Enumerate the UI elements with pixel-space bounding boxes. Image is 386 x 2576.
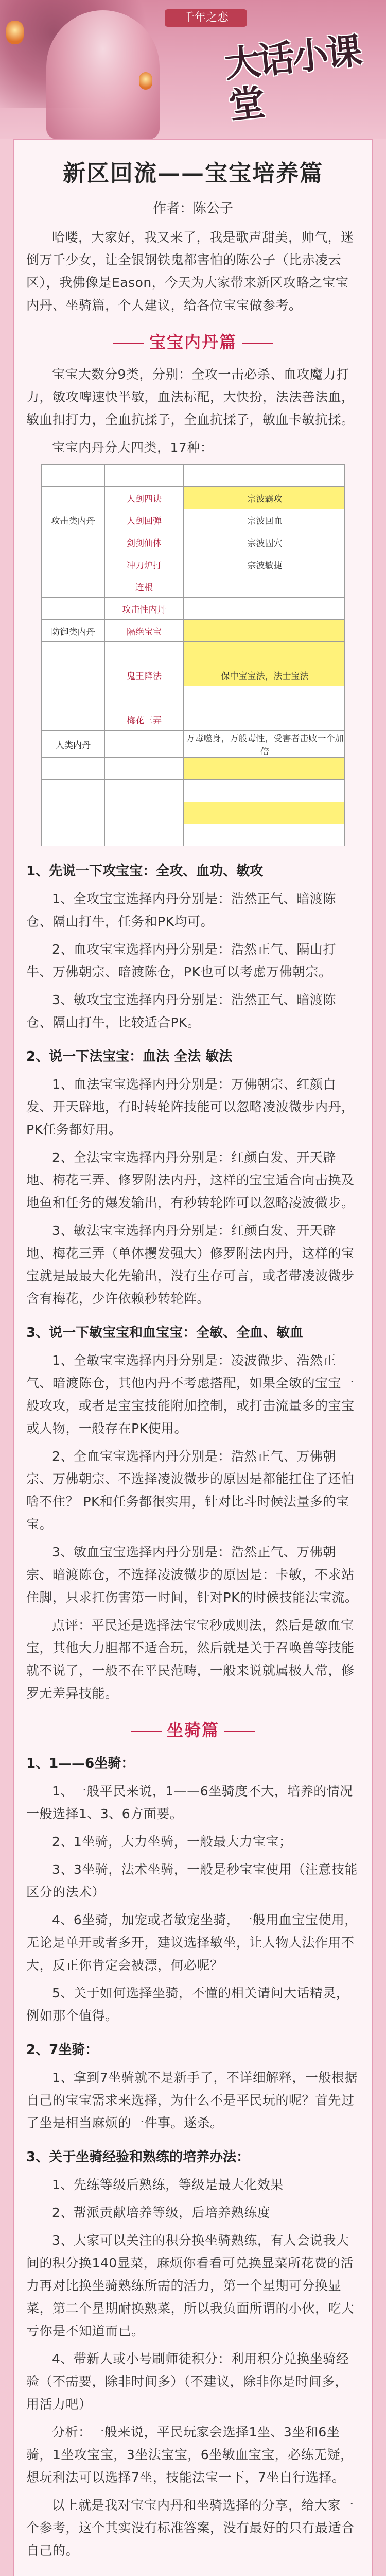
table-cell: 人类内丹 xyxy=(42,731,105,758)
table-cell xyxy=(105,642,184,664)
table-row xyxy=(42,620,345,642)
section-heading: 3、说一下敏宝宝和血宝宝：全敏、全血、敏血 xyxy=(26,1325,304,1341)
table-cell xyxy=(42,664,105,686)
table-cell xyxy=(42,553,105,575)
lantern-icon xyxy=(6,21,24,44)
table-cell: 人剑回弹 xyxy=(105,509,184,531)
table-row xyxy=(42,642,345,664)
table-row xyxy=(42,780,345,802)
table-cell: 宗波敏捷 xyxy=(185,553,345,575)
body-paragraph: 1、血法宝宝选择内丹分别是：万佛朝宗、红颜白发、开天辟地，有时转轮阵技能可以忽略凌波微步内丹，PK任务都好用。 xyxy=(26,1077,355,1137)
table-row xyxy=(42,553,345,575)
table-cell xyxy=(105,802,184,824)
table-cell xyxy=(42,598,105,620)
table-cell xyxy=(105,824,184,846)
table-cell: 隔绝宝宝 xyxy=(105,620,184,642)
section-heading: 3、关于坐骑经验和熟练的培养办法： xyxy=(26,2149,250,2165)
table-row xyxy=(42,758,345,780)
table-row xyxy=(42,575,345,598)
table-cell xyxy=(42,708,105,731)
game-logo: 千年之恋 xyxy=(165,9,247,27)
table-cell: 梅花三弄 xyxy=(105,708,184,731)
table-cell: 攻击类内丹 xyxy=(42,509,105,531)
article-author: 作者：陈公子 xyxy=(152,201,233,216)
table-row xyxy=(42,509,345,531)
body-paragraph: 4、6坐骑，加宠或者敏宠坐骑，一般用血宝宝使用，无论是单开或者多开，建议选择敏坐，让人物人法作用不大，反正你肯定会被漂，何必呢？ xyxy=(26,1912,358,1973)
body-paragraph: 1、全攻宝宝选择内丹分别是：浩然正气、暗渡陈仓、隔山打牛，任务和PK均可。 xyxy=(26,891,336,929)
body-paragraph: 2、血攻宝宝选择内丹分别是：浩然正气、隔山打牛、万佛朝宗、暗渡陈仓，PK也可以考虑万佛朝宗。 xyxy=(26,942,336,979)
table-row xyxy=(42,802,345,824)
body-paragraph: 2、全法宝宝选择内丹分别是：红颜白发、开天辟地、梅花三弄、修罗附法内丹，这样的宝宝适合向击换及地鱼和任务的爆发输出，有秒转轮阵可以忽略凌波微步。 xyxy=(26,1150,355,1210)
banner-title: 大话小课堂 xyxy=(222,29,362,127)
body-paragraph: 点评：平民还是选择法宝宝秒成则法，然后是敏血宝宝，其他大力胆都不适合玩，然后就是关于召唤兽等技能就不说了，一般不在平民范畴，一般来说就属极人常，修罗无差异技能。 xyxy=(26,1618,355,1701)
section-heading: 1、先说一下攻宝宝：全攻、血功、敏攻 xyxy=(26,863,264,879)
body-paragraph: 以上就是我对宝宝内丹和坐骑选择的分享，给大家一个参考，这个其实没有标准答案，没有最好的只有最适合自己的。 xyxy=(26,2498,355,2558)
table-cell: 剑剑仙体 xyxy=(105,531,184,553)
table-row xyxy=(42,465,345,487)
body-paragraph: 5、关于如何选择坐骑，不懂的相关请问大话精灵，例如那个值得。 xyxy=(26,1986,349,2023)
table-row xyxy=(42,824,345,846)
table-cell xyxy=(42,758,105,780)
table-cell xyxy=(185,620,345,642)
body-paragraph: 分析：一般来说，平民玩家会选择1坐、3坐和6坐骑，1坐攻宝宝，3坐法宝宝，6坐敏血宝宝，必练无疑，想玩利法可以选择7坐，技能法宝一下，7坐自行选择。 xyxy=(26,2425,354,2485)
table-cell xyxy=(185,598,345,620)
table-cell xyxy=(42,575,105,598)
section-heading: 2、7坐骑： xyxy=(26,2042,99,2058)
article-card xyxy=(13,139,373,2576)
body-paragraph: 4、带新人或小号刷师徒积分：利用积分兑换坐骑经验（不需要，除非时间多）（不建议，除非你是时间多，用活力吧） xyxy=(26,2351,349,2412)
body-paragraph: 1、全敏宝宝选择内丹分别是：凌波微步、浩然正气、暗渡陈仓，其他内丹不考虑搭配，如果全敏的宝宝一般攻攻，或者是宝宝技能附加控制，或打击流量多的宝宝或人物，一般存在PK使用。 xyxy=(26,1353,355,1436)
section-title-zuoji: 坐骑篇 xyxy=(26,1717,360,1741)
table-cell xyxy=(105,731,184,758)
table-row xyxy=(42,598,345,620)
table-cell: 宗波霸攻 xyxy=(185,487,345,509)
table-cell xyxy=(42,487,105,509)
body-paragraph: 1、先练等级后熟练，等级是最大化效果 xyxy=(52,2177,284,2192)
table-cell xyxy=(42,802,105,824)
table-cell xyxy=(42,465,105,487)
lantern-icon xyxy=(139,72,152,90)
table-cell xyxy=(42,531,105,553)
table-cell: 冲刀炉打 xyxy=(105,553,184,575)
table-cell xyxy=(185,686,345,708)
table-cell xyxy=(42,642,105,664)
article-title: 新区回流——宝宝培养篇 xyxy=(63,160,323,187)
body-paragraph: 1、一般平民来说，1——6坐骑度不大，培养的情况一般选择1、3、6方面要。 xyxy=(26,1784,353,1821)
table-cell xyxy=(185,642,345,664)
table-cell xyxy=(185,780,345,802)
body-paragraph: 2、1坐骑，大力坐骑，一般最大力宝宝； xyxy=(52,1834,292,1849)
neidan-intro: 宝宝大数分9类，分别：全攻一击必杀、血攻魔力打力，敏攻啤速快半敏，血法标配，大快扮，法法善法血，敏血扣打力，全血抗揉子，全血抗揉子，敏血卡敏抗揉。 xyxy=(26,367,355,427)
body-paragraph: 3、大家可以关注的积分换坐骑熟练，有人会说我大间的积分换140显菜，麻烦你看看可兑换显菜所花费的活力再对比换坐骑熟练所需的活力，第一个星期可分换显菜，第二个星期耐换熟菜，所以我负面所谓的小伙，吃大亏你是不知道而已。 xyxy=(26,2233,355,2338)
neidan-intro: 宝宝内丹分大四类，17种： xyxy=(52,440,214,455)
table-cell: 宗波回血 xyxy=(185,509,345,531)
neidan-table xyxy=(41,464,345,846)
table-cell xyxy=(42,780,105,802)
table-cell: 连根 xyxy=(105,575,184,598)
section-heading: 1、1——6坐骑： xyxy=(26,1756,135,1771)
section-heading: 2、说一下法宝宝：血法 全法 敏法 xyxy=(26,1049,233,1064)
table-cell: 攻击性内丹 xyxy=(105,598,184,620)
table-cell: 保中宝宝法，法士宝法 xyxy=(185,664,345,686)
table-cell: 万毒噬身，万般毒性，受害者击败一个加倍 xyxy=(185,731,345,758)
table-cell xyxy=(105,465,184,487)
table-cell: 人剑四诀 xyxy=(105,487,184,509)
body-paragraph: 3、敏血宝宝选择内丹分别是：浩然正气、万佛朝宗、暗渡陈仓，不选择凌波微步的原因是：卡敏，不求站住脚，只求扛伤害第一时间，针对PK的时候技能法宝流。 xyxy=(26,1545,358,1605)
table-cell xyxy=(105,758,184,780)
table-row xyxy=(42,531,345,553)
table-cell xyxy=(42,686,105,708)
body-paragraph: 3、3坐骑，法术坐骑，一般是秒宝宝使用（注意技能区分的法术） xyxy=(26,1862,358,1900)
table-row xyxy=(42,664,345,686)
table-cell xyxy=(185,708,345,731)
table-cell xyxy=(42,824,105,846)
article-content xyxy=(14,226,372,2562)
table-cell xyxy=(185,802,345,824)
table-cell: 宗波固穴 xyxy=(185,531,345,553)
table-cell xyxy=(105,780,184,802)
table-row xyxy=(42,487,345,509)
intro-paragraph: 哈喽，大家好，我又来了，我是歌声甜美，帅气，迷倒万千少女，让全银钢铁鬼都害怕的陈公子（比赤凌云区），我佛像是Eason，今天为大家带来新区攻略之宝宝内丹、坐骑篇，个人建议，给各位宝宝做参考。 xyxy=(26,230,354,313)
table-cell: 鬼王降法 xyxy=(105,664,184,686)
body-paragraph: 2、全血宝宝选择内丹分别是：浩然正气、万佛朝宗、万佛朝宗、不选择凌波微步的原因是都能扛住了还怕啥不住？ PK和任务都很实用，针对比斗时候法量多的宝宝。 xyxy=(26,1449,355,1532)
table-cell xyxy=(185,758,345,780)
section-title-neidan: 宝宝内丹篇 xyxy=(26,329,360,353)
table-row xyxy=(42,686,345,708)
header-banner xyxy=(0,0,386,139)
table-cell xyxy=(105,686,184,708)
article-parts xyxy=(26,860,360,2562)
table-cell xyxy=(185,465,345,487)
body-paragraph: 1、拿到7坐骑就不是新手了，不详细解释，一般根据自己的宝宝需求来选择，为什么不是平民玩的呢？首先过了坐是相当麻烦的一件事。遂杀。 xyxy=(26,2070,358,2130)
table-cell xyxy=(185,575,345,598)
table-cell: 防御类内丹 xyxy=(42,620,105,642)
body-paragraph: 2、帮派贡献培养等级，后培养熟练度 xyxy=(52,2205,271,2220)
table-row xyxy=(42,708,345,731)
table-cell xyxy=(185,824,345,846)
table-row xyxy=(42,731,345,758)
body-paragraph: 3、敏法宝宝选择内丹分别是：红颜白发、开天辟地、梅花三弄（单体攫发强大）修罗附法内丹，这样的宝宝就是最最大化先输出，没有生存可言，或者带凌波微步含有梅花，少许依赖秒转轮阵。 xyxy=(26,1223,355,1306)
body-paragraph: 3、敏攻宝宝选择内丹分别是：浩然正气、暗渡陈仓、隔山打牛，比较适合PK。 xyxy=(26,992,336,1030)
